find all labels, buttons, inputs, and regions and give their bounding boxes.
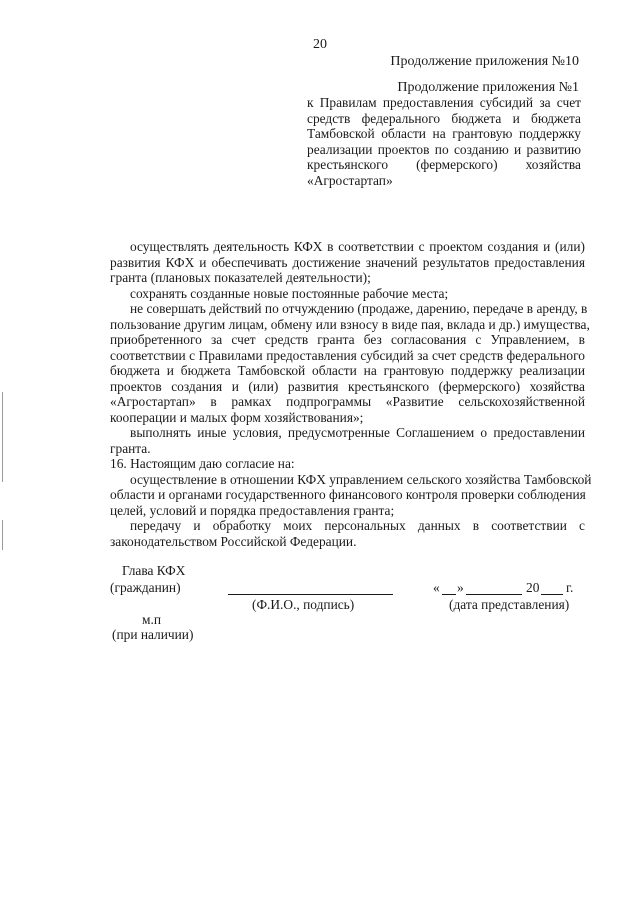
body-line: области и органами государственного финансового контроля проверки соблюдения [110, 487, 586, 502]
scan-edge-mark [2, 520, 3, 550]
appendix-ref-line: к Правилам предоставления субсидий за счет [307, 95, 581, 110]
date-month-line [466, 594, 522, 595]
appendix-reference [307, 95, 581, 189]
body-line: законодательством Российской Федерации. [110, 533, 357, 549]
body-line: развития КФХ и обеспечивать достижение значений результатов предоставления [110, 254, 585, 270]
date-open-quote: « [433, 580, 440, 595]
date-close-quote: » [457, 580, 464, 595]
fio-signature-line [228, 594, 393, 595]
appendix-ref-line: «Агростартап» [307, 172, 393, 188]
body-line: не совершать действий по отчуждению (продаже, дарению, передаче в аренду, в [130, 301, 588, 316]
date-day-line [442, 594, 456, 595]
appendix-ref-line: крестьянского (фермерского) хозяйства [307, 157, 581, 173]
head-label: Глава КФХ [122, 563, 186, 578]
body-line: проектов создания и (или) развития крестьянского (фермерского) хозяйства [110, 378, 585, 394]
body-line: 16. Настоящим даю согласие на: [110, 456, 295, 471]
body-line: пользование другим лицам, обмену или взносу в виде пая, вклада и др.) имущества, [110, 316, 590, 332]
page-number: 20 [313, 37, 327, 52]
scan-edge-mark [2, 392, 3, 482]
body-line: бюджета и бюджета Тамбовской области на грантовую поддержку реализации [110, 363, 585, 378]
body-line: целей, условий и порядка предоставления гранта; [110, 502, 395, 518]
appendix-ref-line: средств федерального бюджета и бюджета [307, 110, 581, 126]
body-line: осуществление в отношении КФХ управлением сельского хозяйства Тамбовской [130, 471, 592, 487]
body-line: осуществлять деятельность КФХ в соответствии с проектом создания и (или) [130, 239, 585, 254]
citizen-label: (гражданин) [110, 580, 181, 595]
document-body [110, 239, 592, 549]
seal-label: м.п [142, 612, 161, 627]
seal-note: (при наличии) [112, 627, 194, 642]
body-line: приобретенного за счет средств гранта без согласования с Управлением, в [110, 332, 585, 347]
fio-caption: (Ф.И.О., подпись) [252, 597, 355, 612]
body-line: сохранять созданные новые постоянные рабочие места; [130, 285, 449, 301]
body-line: «Агростартап» в рамках подпрограммы «Развитие сельскохозяйственной [110, 394, 585, 409]
date-year-suffix: г. [566, 580, 574, 595]
date-year-prefix: 20 [526, 580, 540, 595]
continuation-appendix-1: Продолжение приложения №1 [397, 80, 579, 95]
body-line: гранта. [110, 440, 151, 456]
continuation-appendix-10: Продолжение приложения №10 [390, 54, 579, 69]
appendix-ref-line: Тамбовской области на грантовую поддержку [307, 126, 581, 142]
appendix-ref-line: реализации проектов по созданию и развитию [307, 141, 581, 157]
date-caption: (дата представления) [449, 597, 570, 612]
body-line: кооперации и малых форм хозяйствования»; [110, 409, 364, 425]
body-line: выполнять иные условия, предусмотренные Соглашением о предоставлении [130, 425, 585, 440]
body-line: соответствии с Правилами предоставления субсидий за счет средств федерального [110, 347, 585, 363]
body-line: передачу и обработку моих персональных данных в соответствии с [130, 518, 585, 533]
date-year-line [541, 594, 563, 595]
body-line: гранта (плановых показателей деятельности); [110, 270, 371, 285]
